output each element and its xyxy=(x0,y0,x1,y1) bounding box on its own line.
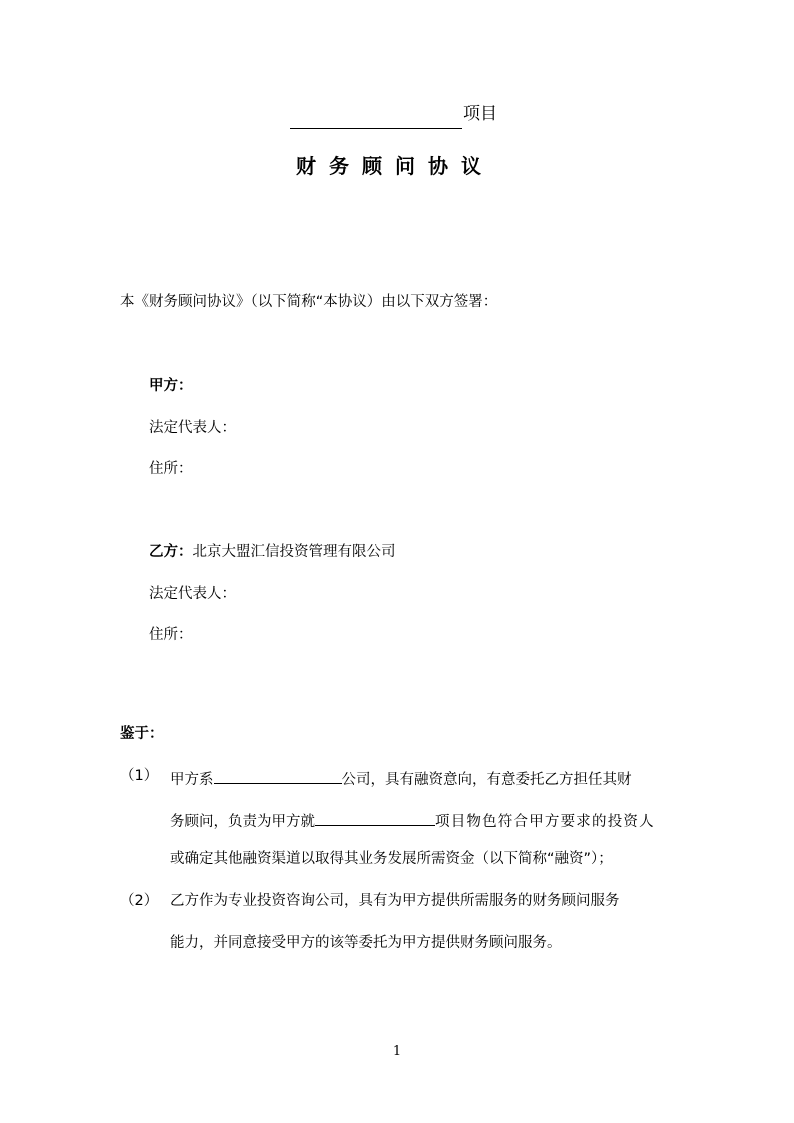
party-a-label: 甲方： xyxy=(149,378,193,394)
intro-paragraph: 本《财务顾问协议》（以下简称“本协议）由以下双方签署： xyxy=(120,294,498,310)
party-b-address-label: 住所： xyxy=(149,627,193,643)
clause-1-line-1-part-b: 公司，具有融资意向，有意委托乙方担任其财 xyxy=(341,772,632,788)
clause-2-line-2: 能力，并同意接受甲方的该等委托为甲方提供财务顾问服务。 xyxy=(170,935,562,951)
party-b-rep-label: 法定代表人： xyxy=(149,586,236,602)
clause-1-line-1 xyxy=(170,769,632,788)
clause-1-line-1-part-a: 甲方系 xyxy=(170,772,214,788)
clause-2-number: （2） xyxy=(120,893,159,909)
party-a-rep-label: 法定代表人： xyxy=(149,420,236,436)
project-blank xyxy=(315,811,435,826)
clause-1-line-2-part-a: 务顾问，负责为甲方就 xyxy=(170,814,315,830)
party-b-line xyxy=(149,545,396,560)
clause-1-line-2-part-b: 项目物色符合甲方要求的投资人 xyxy=(435,814,655,830)
project-suffix: 项目 xyxy=(463,104,497,124)
company-name-blank xyxy=(214,769,342,784)
party-a-address-label: 住所： xyxy=(149,461,193,477)
document-title: 财务顾问协议 xyxy=(296,154,494,178)
clause-1-line-2 xyxy=(170,811,655,830)
clause-1-line-3: 或确定其他融资渠道以取得其业务发展所需资金（以下简称“融资”）； xyxy=(170,851,613,867)
party-a-line xyxy=(149,379,193,394)
clause-2-line-1: 乙方作为专业投资咨询公司，具有为甲方提供所需服务的财务顾问服务 xyxy=(170,893,620,909)
party-b-name: 北京大盟汇信投资管理有限公司 xyxy=(192,544,396,560)
party-b-label: 乙方： xyxy=(149,544,193,560)
clause-1-number: （1） xyxy=(120,768,159,784)
whereas-heading: 鉴于： xyxy=(120,726,164,742)
project-name-blank xyxy=(290,128,462,129)
page-number: 1 xyxy=(392,1044,402,1059)
